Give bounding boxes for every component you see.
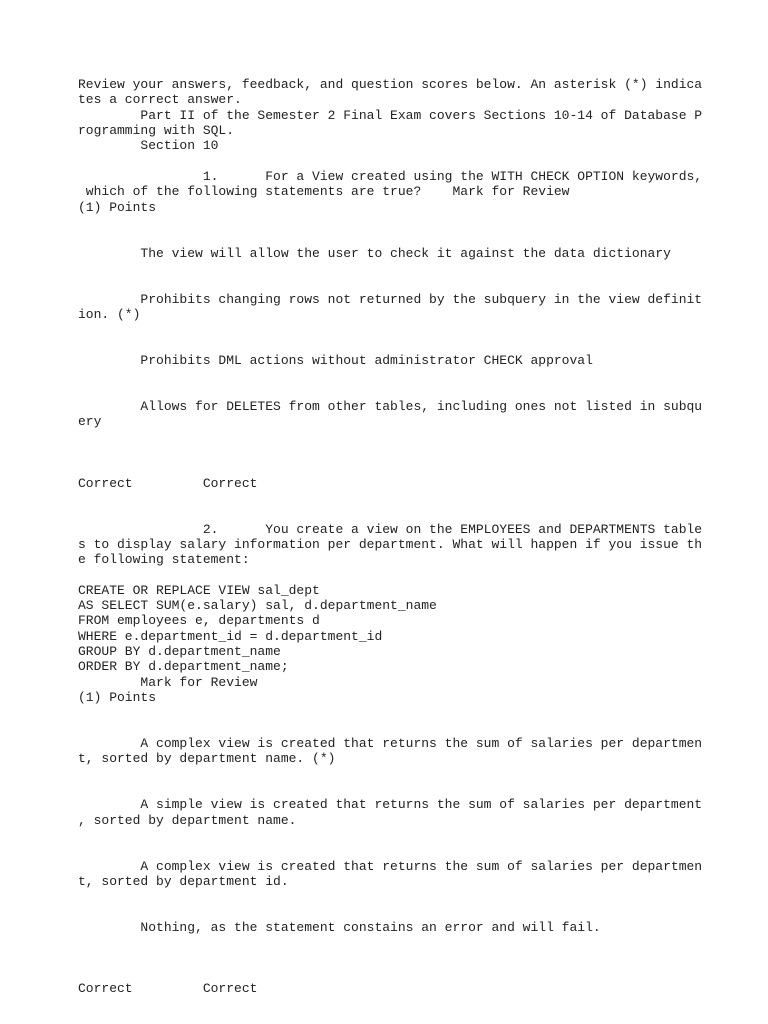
document-line (78, 935, 698, 950)
document-line: e following statement: (78, 552, 250, 568)
document-line: Review your answers, feedback, and question scores below. An asterisk (*) indica (78, 77, 703, 92)
document-line (78, 767, 698, 782)
document-line: Section 10 (78, 138, 219, 154)
document-line (78, 905, 698, 920)
document-line: Part II of the Semester 2 Final Exam covers Sections 10-14 of Database P (78, 107, 703, 123)
document-line: Prohibits changing rows not returned by the subquery in the view definit (78, 291, 703, 307)
document-line: t, sorted by department id. (78, 874, 289, 890)
document-line: Prohibits DML actions without administrator CHECK approval (78, 352, 593, 368)
document-line (78, 261, 698, 276)
document-line (78, 430, 698, 445)
document-line: The view will allow the user to check it against the data dictionary (78, 245, 671, 261)
document-line: Allows for DELETES from other tables, including ones not listed in subqu (78, 398, 703, 414)
document-line: (1) Points (78, 690, 157, 706)
document-line: A complex view is created that returns the sum of salaries per departmen (78, 736, 703, 752)
document-line (78, 445, 698, 460)
document-line (78, 368, 698, 383)
document-line: , sorted by department name. (78, 812, 297, 828)
document-line: WHERE e.department_id = d.department_id (78, 628, 383, 644)
document-line (78, 951, 698, 966)
document-line: AS SELECT SUM(e.salary) sal, d.department_name (78, 598, 437, 614)
document-line: A simple view is created that returns the sum of salaries per department (78, 797, 703, 813)
document-line (78, 966, 698, 981)
document-line (78, 230, 698, 245)
document-line (78, 721, 698, 736)
document-line (78, 889, 698, 904)
document-line: ORDER BY d.department_name; (78, 659, 289, 675)
document-line: which of the following statements are true? Mark for Review (78, 184, 570, 200)
document-line: CREATE OR REPLACE VIEW sal_dept (78, 582, 320, 598)
document-line (78, 460, 698, 475)
document-line: Correct Correct (78, 475, 258, 491)
document-line (78, 506, 698, 521)
document-line: t, sorted by department name. (*) (78, 751, 336, 767)
document-line: 2. You create a view on the EMPLOYEES and DEPARTMENTS table (78, 521, 703, 537)
document-line: tes a correct answer. (78, 92, 242, 108)
document-line: Mark for Review (78, 674, 258, 690)
document-line: (1) Points (78, 199, 157, 215)
document-line: Nothing, as the statement constains an error and will fail. (78, 920, 601, 936)
document-line: ery (78, 414, 102, 430)
document-line: rogramming with SQL. (78, 122, 235, 138)
document-body (78, 77, 703, 997)
document-line (78, 568, 698, 583)
document-line (78, 782, 698, 797)
document-line (78, 322, 698, 337)
document-line: A complex view is created that returns the sum of salaries per departmen (78, 858, 703, 874)
document-line: s to display salary information per department. What will happen if you issue th (78, 536, 703, 552)
document-line (78, 843, 698, 858)
document-line (78, 491, 698, 506)
document-line (78, 338, 698, 353)
document-line (78, 215, 698, 230)
document-line: 1. For a View created using the WITH CHECK OPTION keywords, (78, 168, 703, 184)
document-line: FROM employees e, departments d (78, 613, 320, 629)
document-line (78, 154, 698, 169)
document-line (78, 705, 698, 720)
document-line: ion. (*) (78, 306, 141, 322)
document-line (78, 384, 698, 399)
document-line: Correct Correct (78, 981, 258, 997)
document-line (78, 276, 698, 291)
document-line (78, 828, 698, 843)
document-line: GROUP BY d.department_name (78, 644, 281, 660)
